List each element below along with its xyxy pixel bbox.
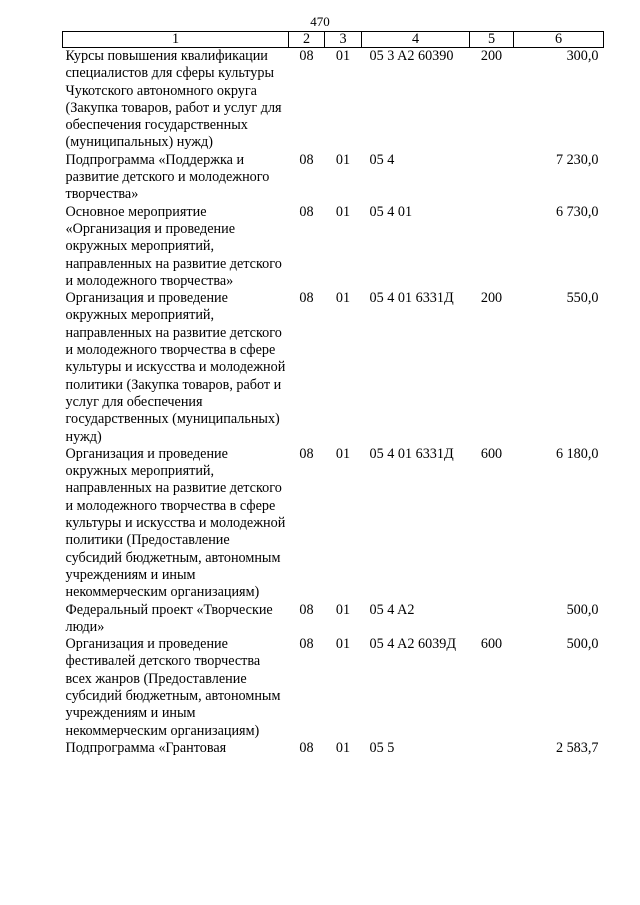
table-row (63, 290, 604, 446)
table-row (63, 446, 604, 602)
row-section: 08 (299, 290, 314, 307)
row-section: 08 (299, 48, 314, 64)
column-header-subsection: 3 (325, 32, 362, 48)
row-amount: 500,0 (566, 636, 599, 653)
table-row (63, 602, 604, 637)
row-subsection: 01 (335, 48, 351, 64)
budget-table (62, 31, 604, 757)
page-number: 470 (310, 14, 330, 29)
column-header-target-code: 4 (362, 32, 470, 48)
row-expense-type (470, 740, 514, 757)
row-name: Организация и проведение окружных мероприятий, направленных на развитие детского и молодежного творчества в сфере культуры и искусства и молодежной политики (Предоставление субсидий бюджетным, автономным учреждениям и иным некоммерческим организациям) (65, 445, 286, 601)
row-name: Курсы повышения квалификации специалистов для сферы культуры Чукотского автономного округа (Закупка товаров, работ и услуг для обеспечения государственных (муниципальных) нужд) (65, 48, 282, 151)
row-target-code: 05 4 01 6331Д (369, 290, 454, 307)
row-target-code: 05 4 A2 (369, 601, 415, 618)
row-expense-type: 200 (480, 290, 503, 307)
table-header (63, 32, 604, 48)
header-row (63, 32, 604, 48)
row-subsection: 01 (335, 739, 351, 756)
row-subsection: 01 (335, 203, 351, 220)
table-row (63, 636, 604, 740)
row-section: 08 (299, 203, 314, 220)
row-target-code: 05 4 01 (369, 203, 413, 220)
row-subsection: 01 (335, 601, 351, 618)
row-expense-type: 200 (480, 48, 503, 64)
row-name: Подпрограмма «Грантовая (65, 739, 227, 756)
row-expense-type (470, 602, 514, 637)
row-subsection: 01 (335, 445, 351, 462)
row-amount: 300,0 (566, 48, 599, 64)
row-target-code: 05 4 01 6331Д (369, 445, 454, 462)
row-expense-type: 600 (480, 445, 503, 462)
table-row (63, 740, 604, 757)
row-section: 08 (299, 445, 314, 462)
row-subsection: 01 (335, 151, 351, 168)
row-section: 08 (299, 636, 314, 653)
row-subsection: 01 (335, 290, 351, 307)
row-target-code: 05 3 A2 60390 (369, 48, 454, 64)
row-expense-type: 600 (480, 636, 503, 653)
row-amount: 500,0 (566, 601, 599, 618)
row-section: 08 (299, 151, 314, 168)
row-section: 08 (299, 739, 314, 756)
row-amount: 6 180,0 (555, 445, 599, 462)
row-amount: 550,0 (566, 290, 599, 307)
row-name: Организация и проведение фестивалей детского творчества всех жанров (Предоставление субсидий бюджетным, автономным учреждениям и иным некоммерческим организациям) (65, 636, 281, 739)
column-header-expense-type: 5 (470, 32, 514, 48)
row-expense-type (470, 204, 514, 290)
column-header-section: 2 (289, 32, 325, 48)
row-section: 08 (299, 601, 314, 618)
column-header-amount: 6 (514, 32, 604, 48)
row-name: Основное мероприятие «Организация и проведение окружных мероприятий, направленных на развитие детского и молодежного творчества» (65, 203, 282, 289)
table-row (63, 204, 604, 290)
column-header-name: 1 (63, 32, 289, 48)
row-amount: 6 730,0 (555, 203, 599, 220)
row-amount: 7 230,0 (555, 151, 599, 168)
row-expense-type (470, 152, 514, 204)
table-body (63, 48, 604, 758)
row-target-code: 05 5 (369, 739, 395, 756)
row-subsection: 01 (335, 636, 351, 653)
row-name: Федеральный проект «Творческие люди» (65, 601, 273, 635)
row-target-code: 05 4 A2 6039Д (369, 636, 457, 653)
table-row (63, 152, 604, 204)
row-name: Подпрограмма «Поддержка и развитие детского и молодежного творчества» (65, 151, 270, 203)
table-row (63, 48, 604, 152)
row-name: Организация и проведение окружных мероприятий, направленных на развитие детского и молодежного творчества в сфере культуры и искусства и молодежной политики (Закупка товаров, работ и услуг для обеспечения государственных (муниципальных) нужд) (65, 290, 286, 445)
row-amount: 2 583,7 (555, 739, 599, 756)
row-target-code: 05 4 (369, 151, 395, 168)
